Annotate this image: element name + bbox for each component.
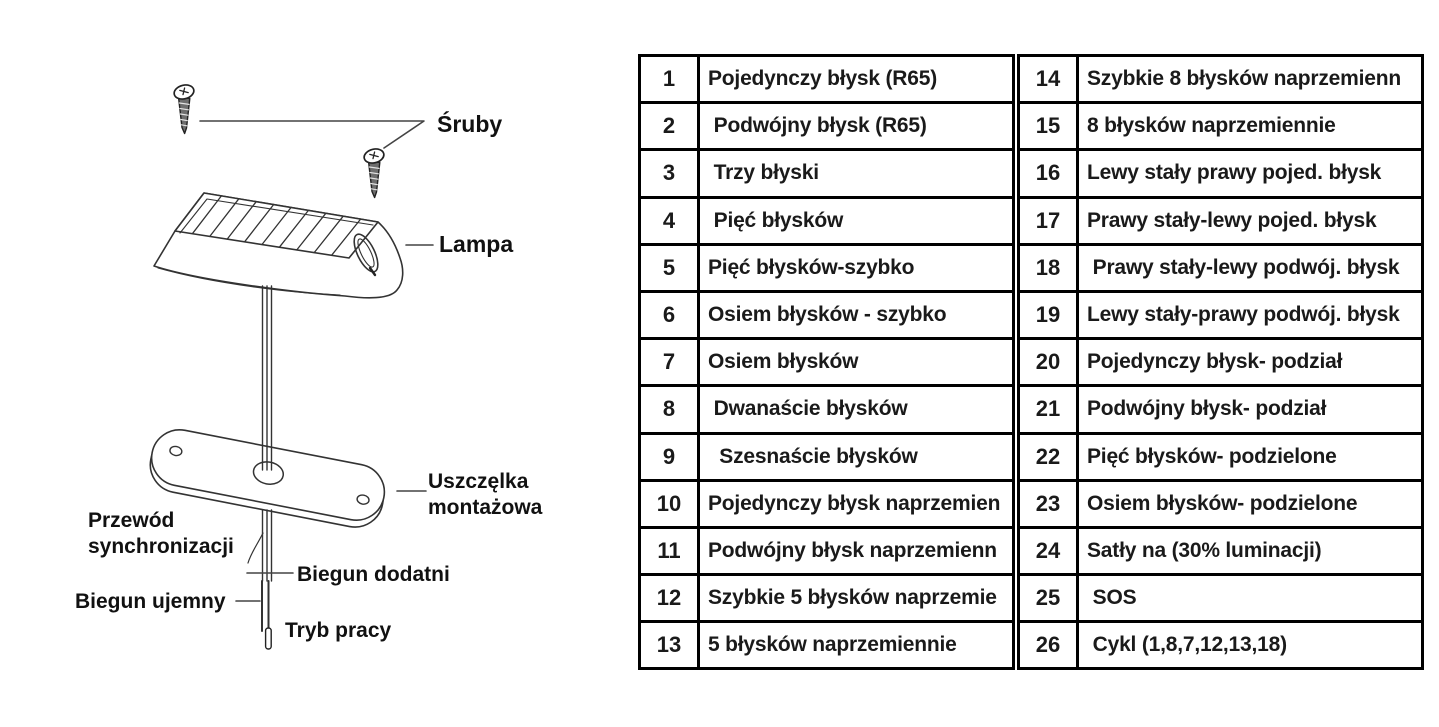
mode-desc-cell: Trzy błyski bbox=[699, 150, 1014, 197]
mode-number-cell: 22 bbox=[1019, 433, 1078, 480]
mode-number-cell: 12 bbox=[640, 575, 699, 622]
table-row bbox=[640, 291, 1014, 338]
table-row bbox=[640, 339, 1014, 386]
mode-desc-cell: Szesnaście błysków bbox=[699, 433, 1014, 480]
mode-desc-cell: Pięć błysków-szybko bbox=[699, 244, 1014, 291]
mode-desc-cell: Cykl (1,8,7,12,13,18) bbox=[1078, 622, 1423, 669]
gasket-label-line1: Uszczęlka bbox=[428, 470, 529, 493]
positive-pole-label: Biegun dodatni bbox=[297, 563, 450, 586]
mode-desc-cell: Osiem błysków bbox=[699, 339, 1014, 386]
mode-desc-cell: Dwanaście błysków bbox=[699, 386, 1014, 433]
gasket-label-line2: montażowa bbox=[428, 495, 543, 519]
mode-desc-cell: Szybkie 5 błysków naprzemie bbox=[699, 575, 1014, 622]
mode-number-cell: 9 bbox=[640, 433, 699, 480]
mode-number-cell: 4 bbox=[640, 197, 699, 244]
mode-number-cell: 3 bbox=[640, 150, 699, 197]
mode-number-cell: 2 bbox=[640, 103, 699, 150]
table-row bbox=[640, 527, 1014, 574]
sync-wire bbox=[248, 533, 263, 563]
table-row bbox=[640, 575, 1014, 622]
table-row bbox=[640, 480, 1014, 527]
mode-desc-cell: Podwójny błysk naprzemienn bbox=[699, 527, 1014, 574]
mode-desc-cell: Prawy stały-lewy podwój. błysk bbox=[1078, 244, 1423, 291]
mode-number-cell: 24 bbox=[1019, 527, 1078, 574]
mode-number-cell: 18 bbox=[1019, 244, 1078, 291]
table-row bbox=[1019, 433, 1423, 480]
mode-desc-cell: Lewy stały-prawy podwój. błysk bbox=[1078, 291, 1423, 338]
mode-desc-cell: 5 błysków naprzemiennie bbox=[699, 622, 1014, 669]
mode-desc-cell: Satły na (30% luminacji) bbox=[1078, 527, 1423, 574]
sync-wire-label bbox=[88, 508, 234, 559]
mode-number-cell: 17 bbox=[1019, 197, 1078, 244]
screw-icon bbox=[173, 83, 196, 134]
mode-desc-cell: Pojedynczy błysk (R65) bbox=[699, 56, 1014, 103]
sync-wire-label-line1: Przewód bbox=[88, 509, 175, 532]
table-row bbox=[1019, 575, 1423, 622]
mode-desc-cell: Prawy stały-lewy pojed. błysk bbox=[1078, 197, 1423, 244]
mode-desc-cell: Pięć błysków bbox=[699, 197, 1014, 244]
mode-number-cell: 26 bbox=[1019, 622, 1078, 669]
mode-number-cell: 16 bbox=[1019, 150, 1078, 197]
table-row bbox=[1019, 622, 1423, 669]
flash-modes-table-right bbox=[1017, 54, 1424, 670]
mode-number-cell: 1 bbox=[640, 56, 699, 103]
mode-desc-cell: Podwójny błysk (R65) bbox=[699, 103, 1014, 150]
mode-number-cell: 10 bbox=[640, 480, 699, 527]
mode-number-cell: 23 bbox=[1019, 480, 1078, 527]
table-row bbox=[1019, 480, 1423, 527]
screws-label: Śruby bbox=[437, 111, 503, 137]
mode-desc-cell: Pojedynczy błysk naprzemien bbox=[699, 480, 1014, 527]
mode-number-cell: 11 bbox=[640, 527, 699, 574]
table-row bbox=[1019, 291, 1423, 338]
screw-icon bbox=[363, 147, 386, 198]
mode-desc-cell: Podwójny błysk- podział bbox=[1078, 386, 1423, 433]
table-row bbox=[640, 433, 1014, 480]
table-row bbox=[640, 622, 1014, 669]
mode-number-cell: 21 bbox=[1019, 386, 1078, 433]
table-row bbox=[640, 103, 1014, 150]
table-row bbox=[640, 56, 1014, 103]
table-row bbox=[640, 150, 1014, 197]
table-row bbox=[1019, 339, 1423, 386]
table-row bbox=[1019, 386, 1423, 433]
work-mode-label: Tryb pracy bbox=[285, 619, 392, 642]
table-row bbox=[1019, 103, 1423, 150]
mode-number-cell: 20 bbox=[1019, 339, 1078, 386]
mode-desc-cell: Pojedynczy błysk- podział bbox=[1078, 339, 1423, 386]
mode-number-cell: 13 bbox=[640, 622, 699, 669]
gasket-label bbox=[428, 469, 542, 520]
leader-line-screws bbox=[200, 121, 424, 148]
mode-number-cell: 5 bbox=[640, 244, 699, 291]
table-row bbox=[1019, 56, 1423, 103]
table-row bbox=[1019, 150, 1423, 197]
table-row bbox=[1019, 527, 1423, 574]
mode-desc-cell: SOS bbox=[1078, 575, 1423, 622]
table-row bbox=[640, 197, 1014, 244]
mode-number-cell: 14 bbox=[1019, 56, 1078, 103]
mode-desc-cell: Osiem błysków - szybko bbox=[699, 291, 1014, 338]
mode-desc-cell: Osiem błysków- podzielone bbox=[1078, 480, 1423, 527]
mode-desc-cell: Pięć błysków- podzielone bbox=[1078, 433, 1423, 480]
table-row bbox=[640, 244, 1014, 291]
table-row bbox=[640, 386, 1014, 433]
mode-number-cell: 8 bbox=[640, 386, 699, 433]
mode-number-cell: 15 bbox=[1019, 103, 1078, 150]
flash-modes-table-left bbox=[638, 54, 1015, 670]
table-row bbox=[1019, 197, 1423, 244]
mode-desc-cell: Szybkie 8 błysków naprzemienn bbox=[1078, 56, 1423, 103]
mode-number-cell: 19 bbox=[1019, 291, 1078, 338]
negative-pole-label: Biegun ujemny bbox=[75, 590, 226, 613]
mode-number-cell: 7 bbox=[640, 339, 699, 386]
mode-desc-cell: Lewy stały prawy pojed. błysk bbox=[1078, 150, 1423, 197]
lamp-drawing bbox=[154, 193, 403, 298]
lamp-label: Lampa bbox=[439, 231, 514, 257]
table-row bbox=[1019, 244, 1423, 291]
mode-number-cell: 25 bbox=[1019, 575, 1078, 622]
sync-wire-label-line2: synchronizacji bbox=[88, 534, 234, 558]
mode-number-cell: 6 bbox=[640, 291, 699, 338]
mode-desc-cell: 8 błysków naprzemiennie bbox=[1078, 103, 1423, 150]
